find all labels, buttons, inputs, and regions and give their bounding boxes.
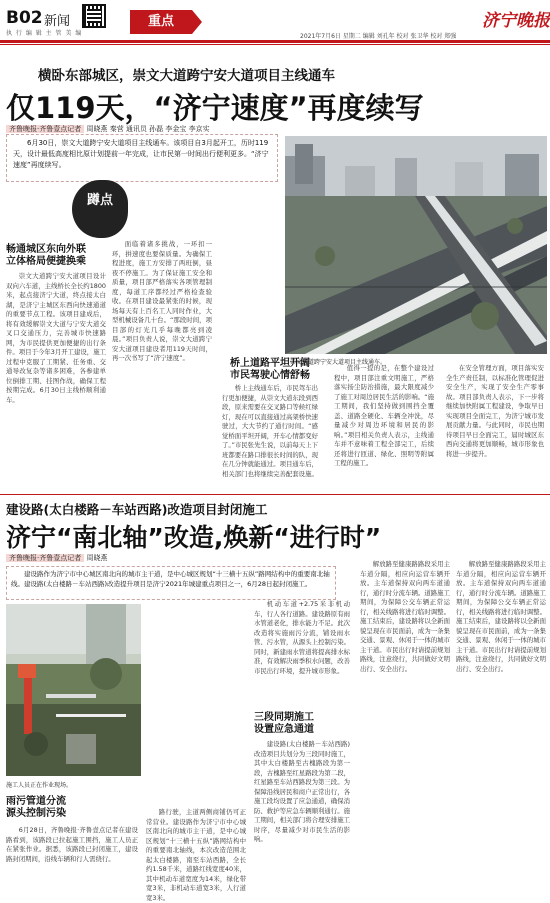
story-divider <box>0 494 550 495</box>
page-number: B02 <box>6 8 43 28</box>
story2-column-5: 解放路至健康路路段采用主车道分隔，相应向运营车辆开放。主车道保持双向两车道通行，通行时分流车辆。道路施工期间，为保障公交车辆正常运行，相关线路将进行临时调整。施工结束后，建设路将以全新面貌呈现在市民面前，成为一条集交通、景观、休闲于一体的城市主干道。市民出行时请提前规划路线，注意绕行，共同做好文明出行、安全出行。 <box>360 560 450 673</box>
story2-kicker: 建设路(太白楼路－车站西路)改造项目封闭施工 <box>6 502 268 517</box>
story1-kicker: 横卧东部城区，崇文大道跨宁安大道项目主线通车 <box>38 68 335 84</box>
story1-photo-caption: 崇文大道跨宁安大道项目主线通车。 <box>290 359 387 366</box>
story2-column-4: 建设路(太白楼路－车站西路)改造项目共划分为三段同时施工，其中太白楼路至古槐路段为第一段，古槐路至红星路段为第二段，红星路至车站西路段为第三段。为保障沿线居民和商户正常出行，各施工段均设置了应急通道，确保消防、救护等应急车辆顺利通行。施工期间，相关部门将合理安排施工时序，尽量减少对市民生活的影响。 <box>254 740 350 882</box>
highway-overpass-image <box>285 136 547 354</box>
story1-subhead-2: 桥上道路平坦开阔 市民驾驶心情舒畅 <box>230 358 310 381</box>
story2-byline <box>6 553 107 563</box>
stamp-text: 蹲点 <box>86 193 113 208</box>
story1-byline <box>6 124 210 134</box>
masthead-rule <box>0 40 550 43</box>
story2-photo[interactable] <box>6 604 141 776</box>
story2-headline[interactable]: 济宁“南北轴”改造,焕新“进行时” <box>6 523 382 552</box>
issue-meta: 2021年7月6日 星期二 编辑 刘孔年 校对 张卫华 校对 郑强 <box>300 33 457 40</box>
story2-lead-box <box>6 566 336 600</box>
byline-names: 周晓燕 秦营 通讯员 孙磊 李金宝 李京实 <box>86 125 210 133</box>
story1-headline[interactable]: 仅119天，“济宁速度”再度续写 <box>6 91 424 125</box>
story2-photo-caption: 施工人员正在作业现场。 <box>6 782 73 789</box>
byline-names-2: 周晓燕 <box>86 554 108 562</box>
section-banner: 重点 <box>130 10 192 34</box>
newspaper-logo: 济宁晚报 <box>482 11 550 31</box>
story1-subhead-1: 畅通城区东向外联 立体格局便捷换乘 <box>6 244 86 267</box>
construction-site-image <box>6 604 141 776</box>
story1-column-1: 崇文大道跨宁安大道项目设计双向六车道，主线桥长全长约1800米，起点接济宁大道，终点接太白湖，是济宁主城区东西向快速通道的重要节点工程。该项目建成后，将有效缓解崇文大道与宁安大道交叉口交通压力，完善城市快速路网，为市民提供更加便捷的出行条件。项目于今年3月开工建设，施工过程中克服了工期紧、任务重、交通导改复杂等诸多困难，各参建单位倒排工期、挂图作战，确保工程按期完成。6月30日主线桥顺利通车。 <box>6 272 106 404</box>
story2-column-3: 机动车道+2.75米非机动车，行人各行道路。建设路原有雨水管道老化，排水能力不足。此次改造将实施雨污分流，铺设雨水管、污水管，从源头上控制污染。同时，新建雨水管道将提高排水标准，有效解决雨季积水问题，改善市民出行环境，提升城市形象。 <box>254 600 350 675</box>
masthead-thin-rule <box>0 44 550 45</box>
story1-column-5: 在安全管理方面，项目落实安全生产责任制，以标准化管理促进安全生产，实现了安全生产零事故。项目部负责人表示，下一步将继续加快附属工程建设，争取早日实现项目全面完工，为济宁城市发展贡献力量。与此同时，市民也期待项目早日全面完工，届时城区东西向交通将更加顺畅，城市形象也将进一步提升。 <box>446 364 544 458</box>
story2-column-2: 路行驶，主道两侧商铺仍可正常营业。建设路作为济宁市中心城区南北向的城市主干道，是中心城区规划“十三横十五纵”路网结构中的重要南北轴线，本次改造范围北起太白楼路，南至车站西路，全长约1.58千米，道路红线宽度40米，其中机动车道宽度为14米，绿化带宽3米，非机动车道宽3米，人行道宽3米。 <box>146 808 246 902</box>
story2-subhead-1: 雨污管道分流 源头控制污染 <box>6 796 66 819</box>
story1-column-3: 桥上主线通车后，市民驾车出行更加便捷，从崇文大道东段到西段，原来需要在交叉路口等候红绿灯，现在可以直接通过高架桥快速驶过，大大节约了通行时间。“感觉桥面平坦开阔，开车心情都变好了。”市民张先生说，以前每天上下班都要在路口排很长时间的队，现在几分钟就能通过。项目通车后，相关部门也将继续完善配套设施。 <box>222 384 318 478</box>
byline-tag: 齐鲁晚报·齐鲁壹点记者 <box>6 125 84 133</box>
qr-code-icon[interactable] <box>82 4 106 28</box>
story2-subhead-2: 三段同期施工 设置应急通道 <box>254 712 350 736</box>
story1-lead: 6月30日，崇文大道跨宁安大道项目主线通车。该项目自3月起开工，历时119天，设计最低高度相比原计划提前一年完成，让市民第一时间出行便利更多。“济宁速度”再度续写。 <box>13 139 269 169</box>
story2-lead: 建设路作为济宁市中心城区南北向的城市主干道，是中心城区规划“十三横十五纵”路网结构中的重要南北轴线。建设路(太白楼路－车站西路)改造提升项目是济宁2021年城建重点项目之一，6月28日起封闭施工。 <box>11 570 330 588</box>
editor-line: 执 行 编 辑 主 管 美 编 <box>6 30 83 37</box>
section-name: 新闻 <box>44 14 71 29</box>
story1-column-2: 面临着诸多挑战，一环扣一环，拼速度也要保质量。为确保工程进度，施工方安排了两班倒，昼夜不停施工。为了保证施工安全和质量，项目部严格落实各项管理制度，每道工序都经过严格检查验收。在项目建设最紧张的时候，现场每天有上百名工人同时作业，大型机械设备几十台。“那段时间，项目部的灯光几乎每晚都亮到凌晨。”项目负责人说，崇文大道跨宁安大道项目建设者用119天时间，再一次书写了“济宁速度”。 <box>112 240 212 362</box>
story2-column-6: 解放路至健康路路段采用主车道分隔，相应向运营车辆开放。主车道保持双向两车道通行，通行时分流车辆。道路施工期间，为保障公交车辆正常运行，相关线路将进行临时调整。施工结束后，建设路将以全新面貌呈现在市民面前，成为一条集交通、景观、休闲于一体的城市主干道。市民出行时请提前规划路线，注意绕行，共同做好文明出行、安全出行。 <box>456 560 546 673</box>
stamp-logo <box>72 180 128 238</box>
banner-arrow <box>192 10 202 34</box>
story1-photo[interactable] <box>285 136 547 354</box>
story2-column-1: 6月28日，齐鲁晚报·齐鲁壹点记者在建设路看到，该路段已拉起施工围挡，施工人员正在紧张作业。据悉，该路段已封闭施工，建设路封闭期间，沿线车辆和行人需绕行。 <box>6 826 138 863</box>
story1-column-4: 值得一提的是，在整个建设过程中，项目部注重文明施工，严格落实扬尘防治措施，最大限度减少了施工对周边居民生活的影响。“施工期间，我们坚持做到围挡全覆盖、道路全硬化、车辆全冲洗，尽量减少对周边环境和居民的影响。”项目相关负责人表示，主线通车并不意味着工程全部完工，后续还将进行匝道、绿化、照明等附属工程的施工。 <box>334 364 434 467</box>
byline-tag-2: 齐鲁晚报·齐鲁壹点记者 <box>6 554 84 562</box>
story1-lead-box <box>6 134 278 182</box>
masthead <box>0 0 550 42</box>
